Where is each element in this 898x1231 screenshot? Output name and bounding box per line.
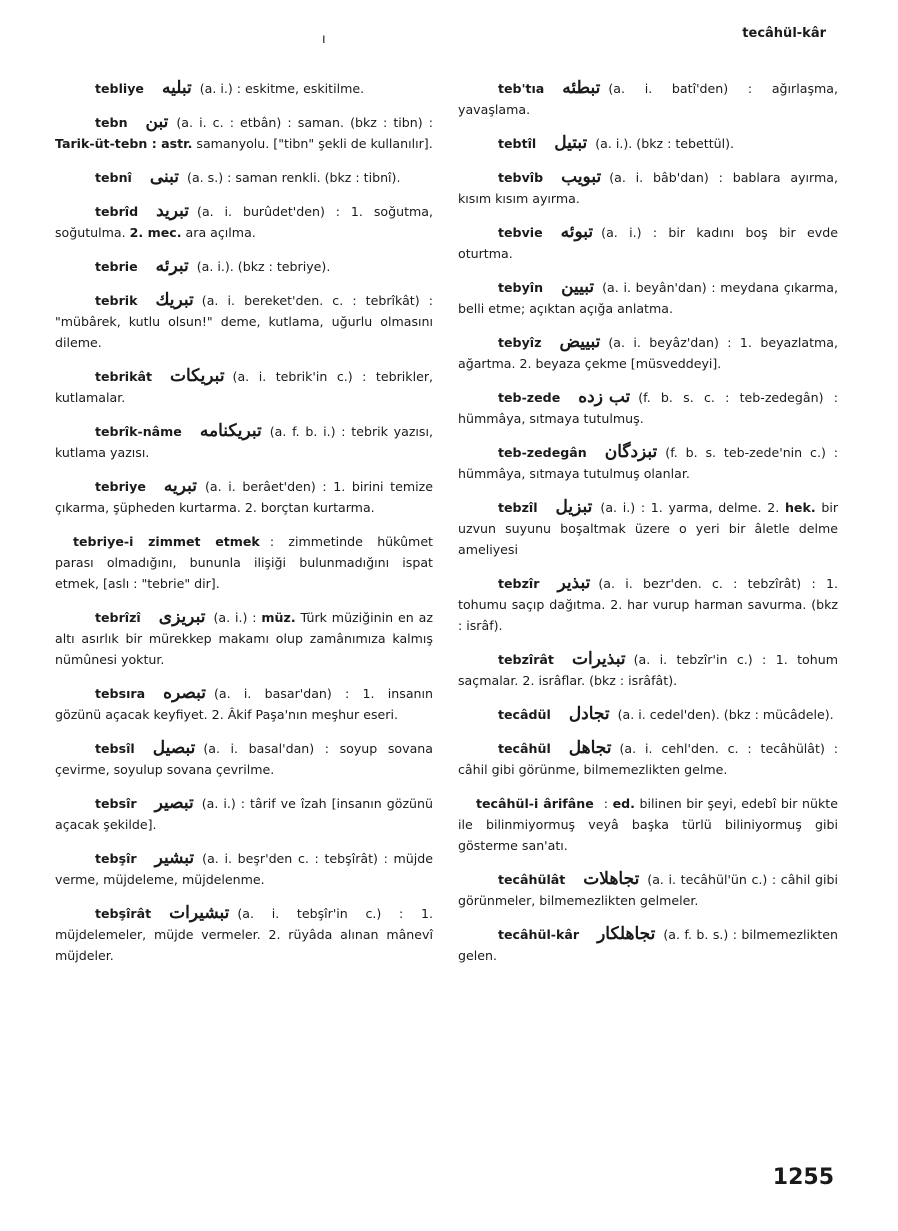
- dictionary-entry: [55, 112, 433, 154]
- definition-text: (a. i. tebzîr'in c.) : 1. tohum saçmalar. 2. isrâflar. (bkz : isrâfât).: [458, 652, 838, 688]
- left-column: [55, 78, 433, 979]
- dictionary-entry: [458, 573, 838, 636]
- definition-text: (a. i. beyâz'dan) : 1. beyazlatma, ağartma. 2. beyaza çekme [müsveddeyi].: [458, 335, 838, 371]
- ottoman-script: تبريكنامه: [199, 421, 262, 441]
- usage-abbreviation: müz.: [261, 610, 296, 625]
- ottoman-script: تبريه: [163, 476, 197, 496]
- definition-text: bir uzvun suyunu boşaltmak üzere o yeri bir âletle delme ameliyesi: [458, 500, 838, 557]
- definition-text: (a. i.) : bir kadını boş bir evde oturtma.: [458, 225, 838, 261]
- ottoman-script: تبشير: [154, 848, 195, 868]
- ottoman-script: تبذيرات: [571, 649, 626, 669]
- headword: tebyîn: [498, 280, 544, 295]
- ottoman-script: تبزدگان: [604, 442, 658, 462]
- headword: tebrik: [95, 293, 138, 308]
- header-mark: ı: [322, 32, 326, 47]
- headword: tebyîz: [498, 335, 542, 350]
- headword: tebrîd: [95, 204, 139, 219]
- headword: tebsîr: [95, 796, 137, 811]
- dictionary-entry: [55, 738, 433, 780]
- headword: tebrikât: [95, 369, 152, 384]
- page-number: 1255: [772, 1165, 834, 1190]
- definition-text: (a. i. tebşîr'in c.) : 1. müjdelemeler, müjde vermeler. 2. rüyâda alınan mânevî müjdeler.: [55, 906, 433, 963]
- ottoman-script: تبصيل: [152, 738, 196, 758]
- usage-abbreviation: 2. mec.: [129, 225, 182, 240]
- usage-abbreviation: Tarik-üt-tebn : astr.: [55, 136, 193, 151]
- dictionary-entry: [458, 133, 838, 154]
- ottoman-script: تبصره: [163, 683, 206, 703]
- definition-text: :: [603, 796, 609, 811]
- headword: tebsıra: [95, 686, 146, 701]
- definition-text: (a. i. bezr'den. c. : tebzîrât) : 1. tohumu saçıp dağıtma. 2. har vurup harman savurma. (bkz : isrâf).: [458, 576, 838, 633]
- dictionary-entry: [458, 924, 838, 966]
- ottoman-script: تبريك: [155, 290, 194, 310]
- headword: tecâdül: [498, 707, 551, 722]
- dictionary-entry: [458, 387, 838, 429]
- definition-text: (a. i. c. : etbân) : saman. (bkz : tibn) :: [176, 115, 433, 130]
- headword: tebzîr: [498, 576, 540, 591]
- headword: tecâhül-kâr: [498, 927, 580, 942]
- headword: tebliye: [95, 81, 144, 96]
- dictionary-entry: [458, 497, 838, 560]
- dictionary-entry: [55, 167, 433, 188]
- definition-text: (a. i. bâb'dan) : bablara ayırma, kısım kısım ayırma.: [458, 170, 838, 206]
- usage-abbreviation: ed.: [612, 796, 635, 811]
- definition-text: (a. i.) : 1. yarma, delme. 2.: [600, 500, 780, 515]
- ottoman-script: تبنى: [149, 167, 180, 187]
- definition-text: (a. i. beşr'den c. : tebşîrât) : müjde verme, müjdeleme, müjdelenme.: [55, 851, 433, 887]
- definition-text: (a. i. cedel'den). (bkz : mücâdele).: [617, 707, 834, 722]
- dictionary-entry: [55, 793, 433, 835]
- headword: tebrîk-nâme: [95, 424, 182, 439]
- definition-text: (a. i. batî'den) : ağırlaşma, yavaşlama.: [458, 81, 838, 117]
- dictionary-entry: [55, 607, 433, 670]
- dictionary-entry: [458, 649, 838, 691]
- ottoman-script: تبريكات: [170, 366, 225, 386]
- definition-text: Türk müziğinin en az altı asırlık bir mürekkep makamı olup zamânımıza kalmış nümûnesi yoktur.: [55, 610, 433, 667]
- ottoman-script: تبويب: [561, 167, 602, 187]
- definition-text: : zimmetinde hükûmet parası olmadığını, bununla ilişiği bulunmadığını ispat etmek, [aslı : "tebrie" dir].: [55, 534, 433, 591]
- dictionary-entry: [458, 442, 838, 484]
- headword: tebşîrât: [95, 906, 152, 921]
- definition-text: (a. s.) : saman renkli. (bkz : tibnî).: [187, 170, 401, 185]
- ottoman-script: تبصير: [154, 793, 194, 813]
- ottoman-script: تبليه: [161, 78, 192, 98]
- ottoman-script: تبزيل: [555, 497, 593, 517]
- dictionary-entry: [458, 704, 838, 725]
- headword: teb'tıa: [498, 81, 545, 96]
- usage-abbreviation: hek.: [784, 500, 816, 515]
- ottoman-script: تبطئه: [562, 78, 601, 98]
- definition-text: (a. i. beyân'dan) : meydana çıkarma, belli etme; açıktan açığa anlatma.: [458, 280, 838, 316]
- ottoman-script: تب زده: [578, 387, 631, 407]
- ottoman-script: تبن: [145, 112, 169, 132]
- dictionary-entry: [55, 78, 433, 99]
- definition-text: (a. i.) :: [213, 610, 257, 625]
- definition-text: (a. i. bereket'den. c. : tebrîkât) : "mübârek, kutlu olsun!" deme, kutlama, uğurlu olmasını dileme.: [55, 293, 433, 350]
- dictionary-entry: [458, 78, 838, 120]
- dictionary-entry: [55, 421, 433, 463]
- dictionary-entry: [55, 290, 433, 353]
- headword: tebriye: [95, 479, 146, 494]
- dictionary-entry: [458, 738, 838, 780]
- headword: tebzîrât: [498, 652, 554, 667]
- ottoman-script: تبرئه: [155, 256, 189, 276]
- headword: tebvie: [498, 225, 543, 240]
- definition-text: (a. i.) : eskitme, eskitilme.: [199, 81, 365, 96]
- guide-word: tecâhül-kâr: [742, 26, 826, 41]
- definition-text: bilinen bir şeyi, edebî bir nükte ile bilinmiyormuş veyâ başka türlü biliniyormuş gibi gösterme san'atı.: [458, 796, 838, 853]
- ottoman-script: تجاهلكار: [597, 924, 656, 944]
- headword: tebn: [95, 115, 128, 130]
- definition-text: (a. i. basal'dan) : soyup sovana çevirme, soyulup sovana çevrilme.: [55, 741, 433, 777]
- definition-text: (a. i.). (bkz : tebriye).: [196, 259, 331, 274]
- dictionary-entry: [458, 277, 838, 319]
- definition-text: (a. f. b. s.) : bilmemezlikten gelen.: [458, 927, 838, 963]
- headword: tebsîl: [95, 741, 135, 756]
- dictionary-entry: [458, 332, 838, 374]
- headword: tebrîzî: [95, 610, 141, 625]
- ottoman-script: تبوئه: [560, 222, 594, 242]
- dictionary-entry: [55, 366, 433, 408]
- headword: tecâhül-i ârifâne: [476, 796, 594, 811]
- headword: tebzîl: [498, 500, 538, 515]
- headword: tebşîr: [95, 851, 137, 866]
- definition-text: samanyolu. ["tibn" şekli de kullanılır].: [196, 136, 433, 151]
- ottoman-script: تبييض: [559, 332, 601, 352]
- dictionary-entry: [55, 476, 433, 518]
- definition-text: (f. b. s. c. : teb-zedegân) : hümmâya, sıtmaya tutulmuş.: [458, 390, 838, 426]
- headword: tebrie: [95, 259, 138, 274]
- ottoman-script: تبشيرات: [169, 903, 230, 923]
- headword: tecâhülât: [498, 872, 566, 887]
- headword: tecâhül: [498, 741, 551, 756]
- ottoman-script: تجادل: [568, 704, 610, 724]
- definition-text: (a. i. berâet'den) : 1. birini temize çıkarma, şüpheden kurtarma. 2. borçtan kurtarma.: [55, 479, 433, 515]
- dictionary-entry: [55, 903, 433, 966]
- definition-text: (a. i.) : târif ve îzah [insanın gözünü açacak şekilde].: [55, 796, 433, 832]
- definition-text: (a. i.). (bkz : tebettül).: [595, 136, 735, 151]
- dictionary-entry: [458, 869, 838, 911]
- headword: teb-zede: [498, 390, 561, 405]
- ottoman-script: تبريزى: [158, 607, 206, 627]
- dictionary-entry: [458, 222, 838, 264]
- definition-text: (a. i. tecâhül'ün c.) : câhil gibi görünmeler, bilmemezlikten gelmeler.: [458, 872, 838, 908]
- definition-text: (a. i. tebrik'in c.) : tebrikler, kutlamalar.: [55, 369, 433, 405]
- ottoman-script: تبذير: [557, 573, 591, 593]
- definition-text: (a. f. b. i.) : tebrik yazısı, kutlama yazısı.: [55, 424, 433, 460]
- dictionary-entry: [458, 167, 838, 209]
- headword: tebvîb: [498, 170, 544, 185]
- ottoman-script: تبيين: [561, 277, 595, 297]
- ottoman-script: تبتيل: [554, 133, 588, 153]
- dictionary-entry: [55, 683, 433, 725]
- definition-text: (a. i. burûdet'den) : 1. soğutma, soğutulma.: [55, 204, 433, 240]
- dictionary-entry: [55, 848, 433, 890]
- headword: tebnî: [95, 170, 132, 185]
- dictionary-entry: [55, 201, 433, 243]
- definition-text: ara açılma.: [185, 225, 256, 240]
- ottoman-script: تبريد: [156, 201, 190, 221]
- dictionary-entry: [55, 256, 433, 277]
- right-column: [458, 78, 838, 979]
- ottoman-script: تجاهل: [568, 738, 612, 758]
- definition-text: (a. i. basar'dan) : 1. insanın gözünü açacak keyfiyet. 2. Âkif Paşa'nın meşhur eseri.: [55, 686, 433, 722]
- definition-text: (a. i. cehl'den. c. : tecâhülât) : câhil gibi görünme, bilmemezlikten gelme.: [458, 741, 838, 777]
- headword: tebtîl: [498, 136, 537, 151]
- dictionary-entry: [458, 793, 838, 856]
- headword: teb-zedegân: [498, 445, 587, 460]
- ottoman-script: تجاهلات: [583, 869, 640, 889]
- dictionary-entry: [55, 531, 433, 594]
- definition-text: (f. b. s. teb-zede'nin c.) : hümmâya, sıtmaya tutulmuş olanlar.: [458, 445, 838, 481]
- headword: tebriye-i zimmet etmek: [73, 534, 260, 549]
